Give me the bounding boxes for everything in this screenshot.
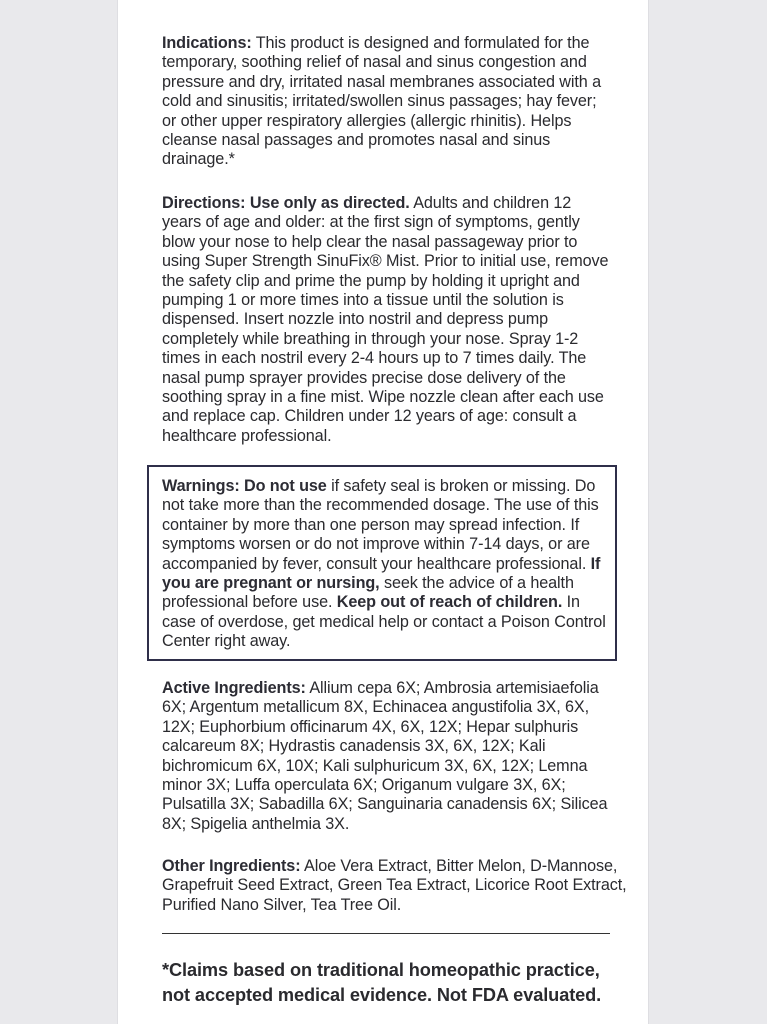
warnings-label: Warnings: Do not use [162,477,327,495]
directions-label: Directions: Use only as directed. [162,194,410,212]
warnings-pregnant: If you are pregnant or nursing, [162,554,601,593]
active-ingredients-section [162,679,617,834]
claims-line-2: not accepted medical evidence. Not FDA evaluated. [162,985,602,1005]
indications-section [162,34,612,170]
warnings-section [162,477,614,652]
claims-line-1: *Claims based on traditional homeopathic practice, [162,960,600,980]
warnings-text-1: if safety seal is broken or missing. Do not take more than the recommended dosage. The use of this container by more than one person may spread infection. If symptoms worsen or do not improve within 7-14 days, or are accompanied by fever, consult your healthcare professional. [162,477,599,573]
divider [162,933,610,934]
indications-label: Indications: [162,34,252,52]
active-ingredients-text: Allium cepa 6X; Ambrosia artemisiaefolia 6X; Argentum metallicum 8X, Echinacea angustifolia 3X, 6X, 12X; Euphorbium officinarum 4X, 6X, 12X; Hepar sulphuris calcareum 8X; Hydrastis canadensis 3X, 6X, 12X; Kali bichromicum 6X, 10X; Kali sulphuricum 3X, 6X, 12X; Lemna minor 3X; Luffa operculata 6X; Origanum vulgare 3X, 6X; Pulsatilla 3X; Sabadilla 6X; Sanguinaria canadensis 6X; Silicea 8X; Spigelia anthelmia 3X. [162,679,608,833]
claims-disclaimer [162,958,622,1008]
directions-section [162,194,612,446]
other-ingredients-section [162,857,634,915]
directions-text: Adults and children 12 years of age and older: at the first sign of symptoms, gently blow your nose to help clear the nasal passageway prior to using Super Strength SinuFix® Mist. Prior to initial use, remove the safety clip and prime the pump by holding it upright and pumping 1 or more times into a tissue until the solution is dispensed. Insert nozzle into nostril and depress pump completely while breathing in through your nose. Spray 1-2 times in each nostril every 2-4 hours up to 7 times daily. The nasal pump sprayer provides precise dose delivery of the soothing spray in a fine mist. Wipe nozzle clean after each use and replace cap. Children under 12 years of age: consult a healthcare professional. [162,194,609,445]
warnings-text-2: seek the advice of a health professional before use. [162,574,574,612]
other-ingredients-label: Other Ingredients: [162,857,301,875]
other-ingredients-text: Aloe Vera Extract, Bitter Melon, D-Mannose, Grapefruit Seed Extract, Green Tea Extract, Licorice Root Extract, Purified Nano Silver, Tea Tree Oil. [162,857,627,914]
warnings-keep-out: Keep out of reach of children. [336,593,563,612]
indications-text: This product is designed and formulated for the temporary, soothing relief of nasal and sinus congestion and pressure and dry, irritated nasal membranes associated with a cold and sinusitis; irritated/swollen sinus passages; hay fever; or other upper respiratory allergies (allergic rhinitis). Helps cleanse nasal passages and promotes nasal and sinus drainage.* [162,34,601,169]
warnings-text-3: In case of overdose, get medical help or contact a Poison Control Center right away. [162,593,606,651]
active-ingredients-label: Active Ingredients: [162,679,306,697]
